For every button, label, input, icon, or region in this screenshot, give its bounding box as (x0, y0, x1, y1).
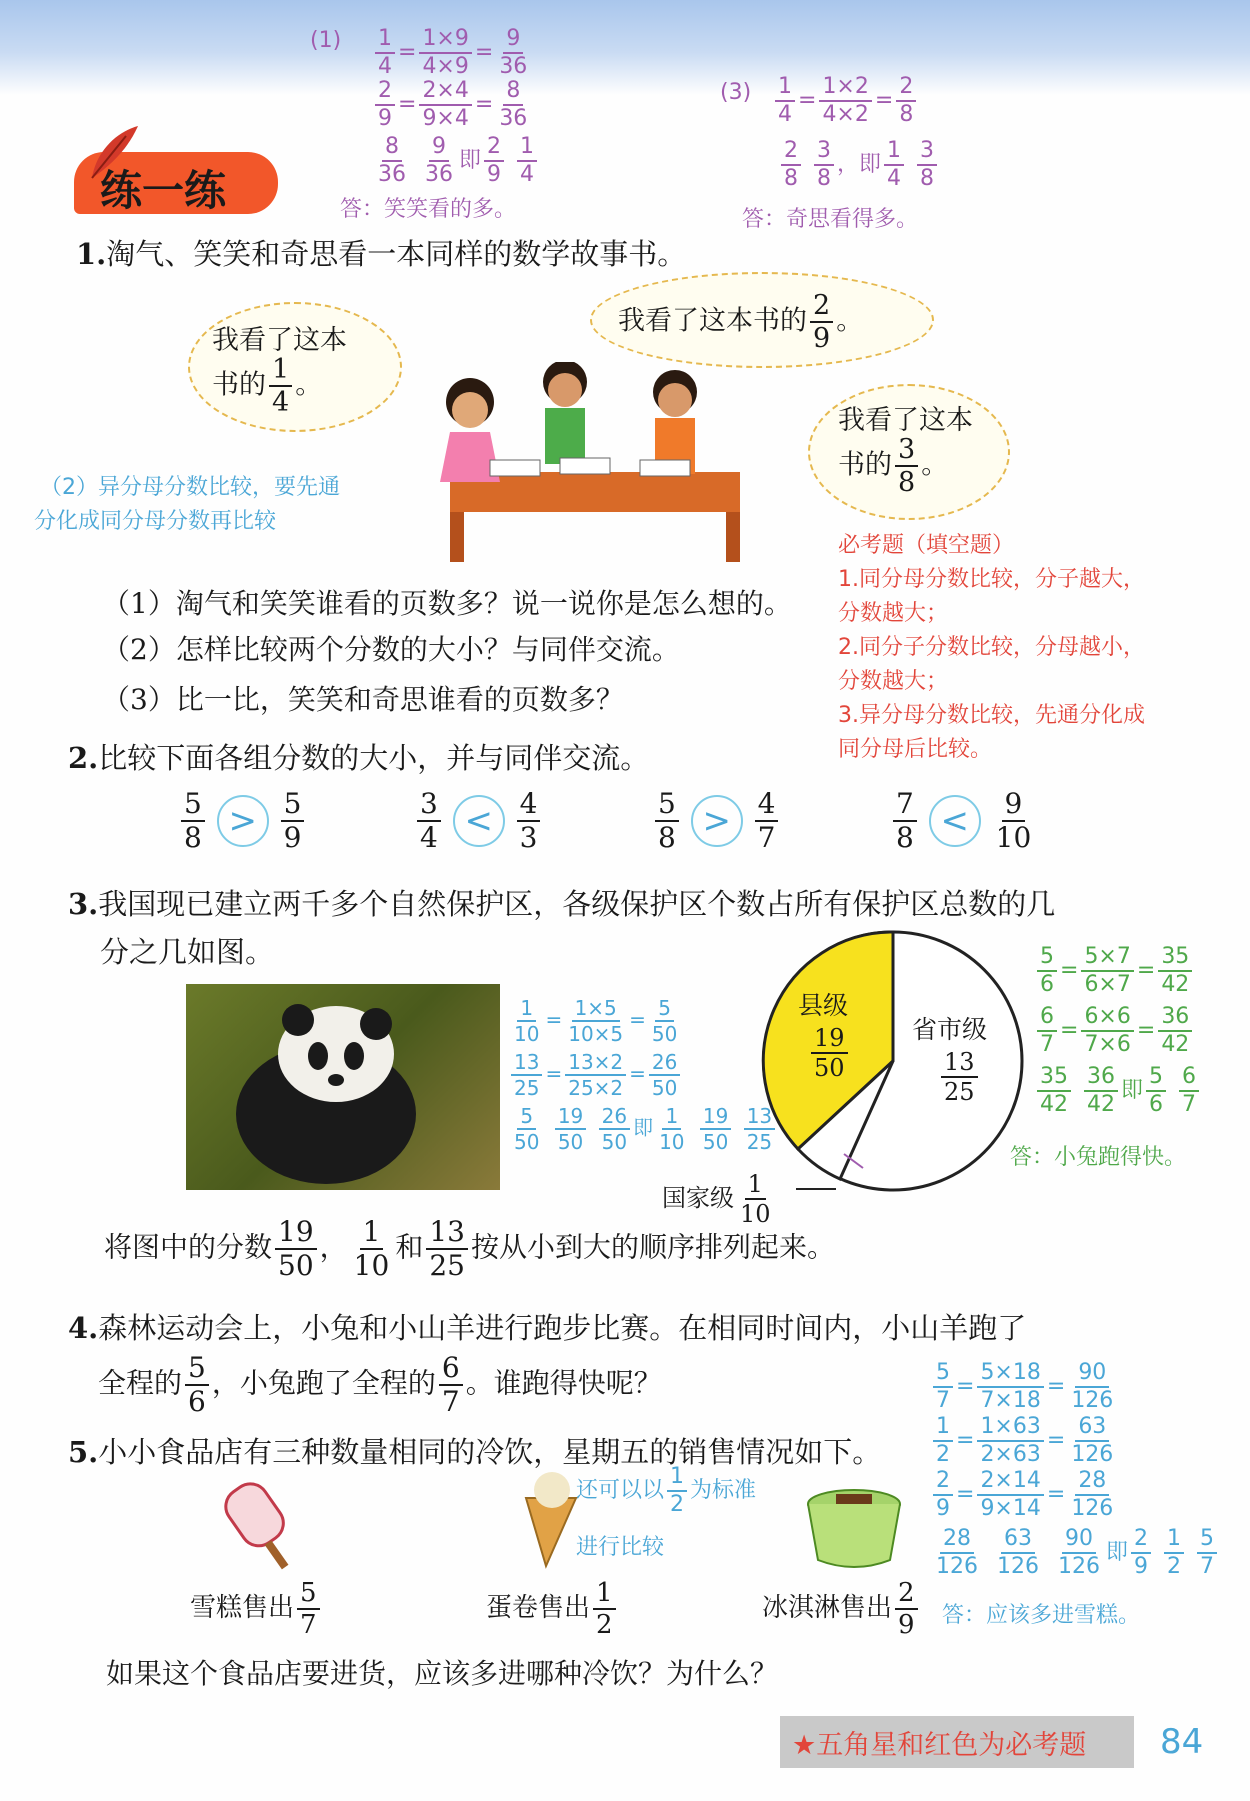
q4-text-line-1: 4.森林运动会上，小兔和小山羊进行跑步比赛。在相同时间内，小山羊跑了 (68, 1311, 1027, 1345)
q5-text: 5.小小食品店有三种数量相同的冷饮，星期五的销售情况如下。 (68, 1435, 882, 1469)
q4-note-line-3: $\frac{35}{42}$ $\frac{36}{42}$ 即 $\frac{5}{6}$ $\frac{6}{7}$ (1034, 1066, 1202, 1116)
q5-calc-line-3: $\frac{2}{9}$ = $\frac{2\times 14}{9\times 14}$ = $\frac{28}{126}$ (930, 1470, 1119, 1520)
bubble-right-line-2: 书的 $\frac{3}{8}$ 。 (838, 434, 949, 498)
bubble-top-text: 我看了这本书的 $\frac{2}{9}$ 。 (618, 290, 864, 354)
q5-calc-line-1: $\frac{5}{7}$ = $\frac{5\times 18}{7\times 18}$ = $\frac{90}{126}$ (930, 1362, 1119, 1412)
must-test-line-5: 3.异分母分数比较，先通分化成 (838, 703, 1145, 728)
q3-task: 将图中的分数 $\frac{19}{50}$ ， $\frac{1}{10}$ 和 $\frac{13}{25}$ 按从小到大的顺序排列起来。 (104, 1215, 835, 1282)
ice-cream-tub-icon (804, 1484, 904, 1570)
note-2-line-1: （2）异分母分数比较，要先通 (40, 475, 340, 500)
footer-banner: ★五角星和红色为必考题 (780, 1716, 1134, 1768)
compare-answer-2: < (453, 795, 505, 847)
q5-calc-line-2: $\frac{1}{2}$ = $\frac{1\times 63}{2\times 63}$ = $\frac{63}{126}$ (930, 1416, 1119, 1466)
pie-label-county: 县级 (798, 991, 849, 1020)
note-1-line-2: $\frac{2}{9}$ = $\frac{2\times 4}{9\times 4}$ = $\frac{8}{36}$ (372, 80, 533, 130)
q5-note-line-1: 还可以以 $\frac{1}{2}$ 为标准 (576, 1464, 757, 1517)
popsicle-icon (222, 1474, 312, 1574)
q1-text: 1.淘气、笑笑和奇思看一本同样的数学故事书。 (76, 237, 687, 271)
note-1-line-1: $\frac{1}{4}$ = $\frac{1\times 9}{4\times 9}$ = $\frac{9}{36}$ (372, 28, 533, 78)
note-1-line-3: $\frac{8}{36}$ $\frac{9}{36}$ 即 $\frac{2}{9}$ $\frac{1}{4}$ (372, 136, 540, 186)
compare-pair-2: $\frac{3}{4}$ < $\frac{4}{3}$ (414, 790, 543, 852)
q5-answer: 答：应该多进雪糕。 (942, 1603, 1141, 1628)
practice-title: 练一练 (100, 166, 227, 215)
q4-note-line-2: $\frac{6}{7}$ = $\frac{6\times 6}{7\times 6}$ = $\frac{36}{42}$ (1034, 1006, 1195, 1056)
note-1-answer: 答：笑笑看的多。 (340, 197, 517, 222)
compare-answer-3: > (691, 795, 743, 847)
q1-sub-3: （3）比一比，笑笑和奇思谁看的页数多？ (102, 683, 624, 716)
q1-sub-2: （2）怎样比较两个分数的大小？与同伴交流。 (102, 633, 680, 666)
bubble-right-line-1: 我看了这本 (838, 405, 973, 436)
must-test-title: 必考题（填空题） (838, 533, 1015, 558)
must-test-line-4: 分数越大； (838, 669, 949, 694)
note-3-line-2: $\frac{2}{8}$ $\frac{3}{8}$ ，即 $\frac{1}{4}$ $\frac{3}{8}$ (778, 140, 940, 190)
must-test-line-1: 1.同分母分数比较，分子越大， (838, 567, 1145, 592)
bubble-left-line-2: 书的 $\frac{1}{4}$ 。 (212, 354, 323, 418)
item-cone: 蛋卷售出 $\frac{1}{2}$ (486, 1580, 619, 1638)
children-reading-illustration (410, 362, 760, 572)
q3-note-line-3: $\frac{5}{50}$ $\frac{19}{50}$ $\frac{26}{50}$ 即 $\frac{1}{10}$ $\frac{19}{50}$ $\frac{13}{25}$ (508, 1106, 778, 1152)
q4-text-line-2: 全程的 $\frac{5}{6}$ ，小兔跑了全程的 $\frac{6}{7}$ 。谁跑得快呢？ (98, 1351, 662, 1418)
q3-note-line-2: $\frac{13}{25}$ = $\frac{13\times 2}{25\times 2}$ = $\frac{26}{50}$ (508, 1052, 683, 1098)
top-color-band (0, 0, 1250, 95)
q5-note-line-2: 进行比较 (576, 1535, 665, 1560)
item-popsicle: 雪糕售出 $\frac{5}{7}$ (190, 1580, 323, 1638)
pie-national-leader-line (796, 1188, 836, 1190)
q5-calc-line-4: $\frac{28}{126}$ $\frac{63}{126}$ $\frac{90}{126}$ 即 $\frac{2}{9}$ $\frac{1}{2}$ $\frac{5}{7}$ (930, 1528, 1220, 1578)
must-test-line-3: 2.同分子分数比较，分母越小， (838, 635, 1145, 660)
compare-pair-3: $\frac{5}{8}$ > $\frac{4}{7}$ (652, 790, 781, 852)
must-test-line-6: 同分母后比较。 (838, 737, 993, 762)
cone-icon (516, 1470, 586, 1570)
item-ice-cream: 冰淇淋售出 $\frac{2}{9}$ (762, 1580, 921, 1638)
compare-pair-4: $\frac{7}{8}$ < $\frac{9}{10}$ (890, 790, 1037, 852)
compare-pair-1: $\frac{5}{8}$ > $\frac{5}{9}$ (178, 790, 307, 852)
bubble-left-line-1: 我看了这本 (212, 325, 347, 356)
pie-chart (760, 928, 1026, 1194)
q4-note-line-1: $\frac{5}{6}$ = $\frac{5\times 7}{6\times 7}$ = $\frac{35}{42}$ (1034, 946, 1195, 996)
note-3-label: (3) (720, 80, 752, 105)
q3-text-line-1: 3.我国现已建立两千多个自然保护区，各级保护区个数占所有保护区总数的几 (68, 887, 1056, 921)
page-number: 84 (1160, 1722, 1204, 1762)
q4-note-answer: 答：小兔跑得快。 (1010, 1145, 1187, 1170)
pie-frac-province: $\frac{13}{25}$ (938, 1050, 981, 1104)
q1-sub-1: （1）淘气和笑笑谁看的页数多？说一说你是怎么想的。 (102, 587, 792, 620)
pie-label-national: 国家级 $\frac{1}{10}$ (662, 1170, 771, 1228)
q5-question: 如果这个食品店要进货，应该多进哪种冷饮？为什么？ (106, 1657, 779, 1690)
note-3-line-1: $\frac{1}{4}$ = $\frac{1\times 2}{4\times 2}$ = $\frac{2}{8}$ (772, 76, 919, 126)
q3-text-line-2: 分之几如图。 (100, 935, 275, 969)
note-3-answer: 答：奇思看得多。 (742, 207, 919, 232)
note-2-line-2: 分化成同分母分数再比较 (34, 509, 277, 534)
note-1-label: (1) (310, 28, 342, 53)
panda-photo (186, 984, 500, 1190)
pie-frac-county: $\frac{19}{50}$ (808, 1026, 851, 1080)
compare-answer-1: > (217, 795, 269, 847)
q2-text: 2.比较下面各组分数的大小，并与同伴交流。 (68, 741, 650, 775)
pie-label-province: 省市级 (912, 1015, 988, 1044)
must-test-line-2: 分数越大； (838, 601, 949, 626)
q3-note-line-1: $\frac{1}{10}$ = $\frac{1\times 5}{10\times 5}$ = $\frac{5}{50}$ (514, 996, 678, 1046)
compare-answer-4: < (929, 795, 981, 847)
